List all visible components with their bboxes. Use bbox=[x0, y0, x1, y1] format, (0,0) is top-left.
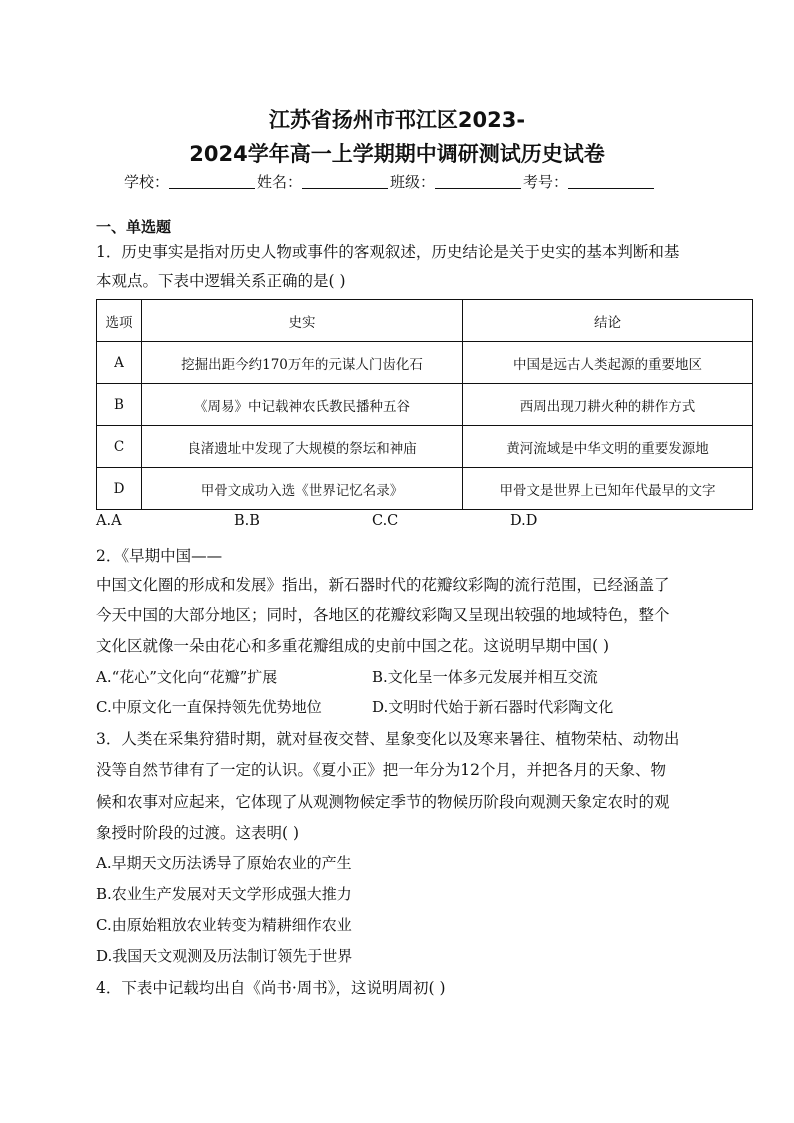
q1-table bbox=[96, 299, 753, 510]
q3-line-4: 象授时阶段的过渡。这表明( ) bbox=[96, 824, 300, 842]
q2-line-3: 今天中国的大部分地区；同时，各地区的花瓣纹彩陶又呈现出较强的地域特色，整个 bbox=[96, 606, 670, 624]
row-fact: 挖掘出距今约170万年的元谋人门齿化石 bbox=[142, 342, 463, 384]
q3-option-d[interactable]: D.我国天文观测及历法制订领先于世界 bbox=[96, 947, 353, 965]
row-conclusion: 黄河流域是中华文明的重要发源地 bbox=[463, 426, 753, 468]
table-row bbox=[97, 342, 753, 384]
school-blank[interactable] bbox=[169, 173, 255, 189]
school-label: 学校： bbox=[124, 173, 170, 191]
q2-line-2: 中国文化圈的形成和发展》指出，新石器时代的花瓣纹彩陶的流行范围，已经涵盖了 bbox=[96, 576, 670, 594]
q1-option-d[interactable]: D.D bbox=[510, 513, 538, 529]
header-option: 选项 bbox=[97, 300, 142, 342]
table-row bbox=[97, 426, 753, 468]
row-option: C bbox=[97, 426, 142, 468]
q1-option-b[interactable]: B.B bbox=[234, 513, 260, 529]
q1-line-2: 本观点。下表中逻辑关系正确的是( ) bbox=[96, 272, 346, 290]
q3-line-2: 没等自然节律有了一定的认识。《夏小正》把一年分为12个月，并把各月的天象、物 bbox=[96, 761, 666, 779]
row-conclusion: 中国是远古人类起源的重要地区 bbox=[463, 342, 753, 384]
row-conclusion: 甲骨文是世界上已知年代最早的文字 bbox=[463, 468, 753, 510]
table-row bbox=[97, 384, 753, 426]
exam-number-blank[interactable] bbox=[568, 173, 654, 189]
name-label: 姓名： bbox=[257, 173, 303, 191]
exam-title-line1: 江苏省扬州市邗江区2023- bbox=[268, 108, 526, 132]
q2-option-a[interactable]: A.“花心”文化向“花瓣”扩展 bbox=[96, 668, 278, 686]
q3-option-b[interactable]: B.农业生产发展对天文学形成强大推力 bbox=[96, 885, 352, 903]
row-option: D bbox=[97, 468, 142, 510]
table-row bbox=[97, 468, 753, 510]
q4-line-1: 4．下表中记载均出自《尚书·周书》，这说明周初( ) bbox=[96, 979, 446, 997]
q2-option-d[interactable]: D.文明时代始于新石器时代彩陶文化 bbox=[372, 698, 614, 716]
exam-number-label: 考号： bbox=[523, 173, 569, 191]
q3-line-1: 3．人类在采集狩猎时期，就对昼夜交替、星象变化以及寒来暑往、植物荣枯、动物出 bbox=[96, 730, 680, 748]
class-label: 班级： bbox=[390, 173, 436, 191]
q2-line-4: 文化区就像一朵由花心和多重花瓣组成的史前中国之花。这说明早期中国( ) bbox=[96, 637, 610, 655]
q3-line-3: 候和农事对应起来，它体现了从观测物候定季节的物候历阶段向观测天象定农时的观 bbox=[96, 793, 670, 811]
exam-title-line2: 2024学年高一上学期期中调研测试历史试卷 bbox=[189, 142, 605, 166]
q2-option-c[interactable]: C.中原文化一直保持领先优势地位 bbox=[96, 698, 322, 716]
header-conclusion: 结论 bbox=[463, 300, 753, 342]
row-fact: 甲骨文成功入选《世界记忆名录》 bbox=[142, 468, 463, 510]
q3-option-c[interactable]: C.由原始粗放农业转变为精耕细作农业 bbox=[96, 916, 352, 934]
row-conclusion: 西周出现刀耕火种的耕作方式 bbox=[463, 384, 753, 426]
class-blank[interactable] bbox=[435, 173, 521, 189]
row-option: A bbox=[97, 342, 142, 384]
student-info-row bbox=[124, 171, 656, 192]
q1-option-c[interactable]: C.C bbox=[372, 513, 399, 529]
name-blank[interactable] bbox=[302, 173, 388, 189]
q2-line-1: 2．《早期中国—— bbox=[96, 547, 223, 565]
row-option: B bbox=[97, 384, 142, 426]
section-title: 一、单选题 bbox=[96, 218, 172, 236]
q3-option-a[interactable]: A.早期天文历法诱导了原始农业的产生 bbox=[96, 854, 352, 872]
q2-option-b[interactable]: B.文化呈一体多元发展并相互交流 bbox=[372, 668, 598, 686]
row-fact: 《周易》中记载神农氏教民播种五谷 bbox=[142, 384, 463, 426]
row-fact: 良渚遗址中发现了大规模的祭坛和神庙 bbox=[142, 426, 463, 468]
q1-option-a[interactable]: A.A bbox=[96, 513, 122, 529]
q1-line-1: 1．历史事实是指对历史人物或事件的客观叙述，历史结论是关于史实的基本判断和基 bbox=[96, 243, 680, 261]
table-header-row bbox=[97, 300, 753, 342]
header-fact: 史实 bbox=[142, 300, 463, 342]
